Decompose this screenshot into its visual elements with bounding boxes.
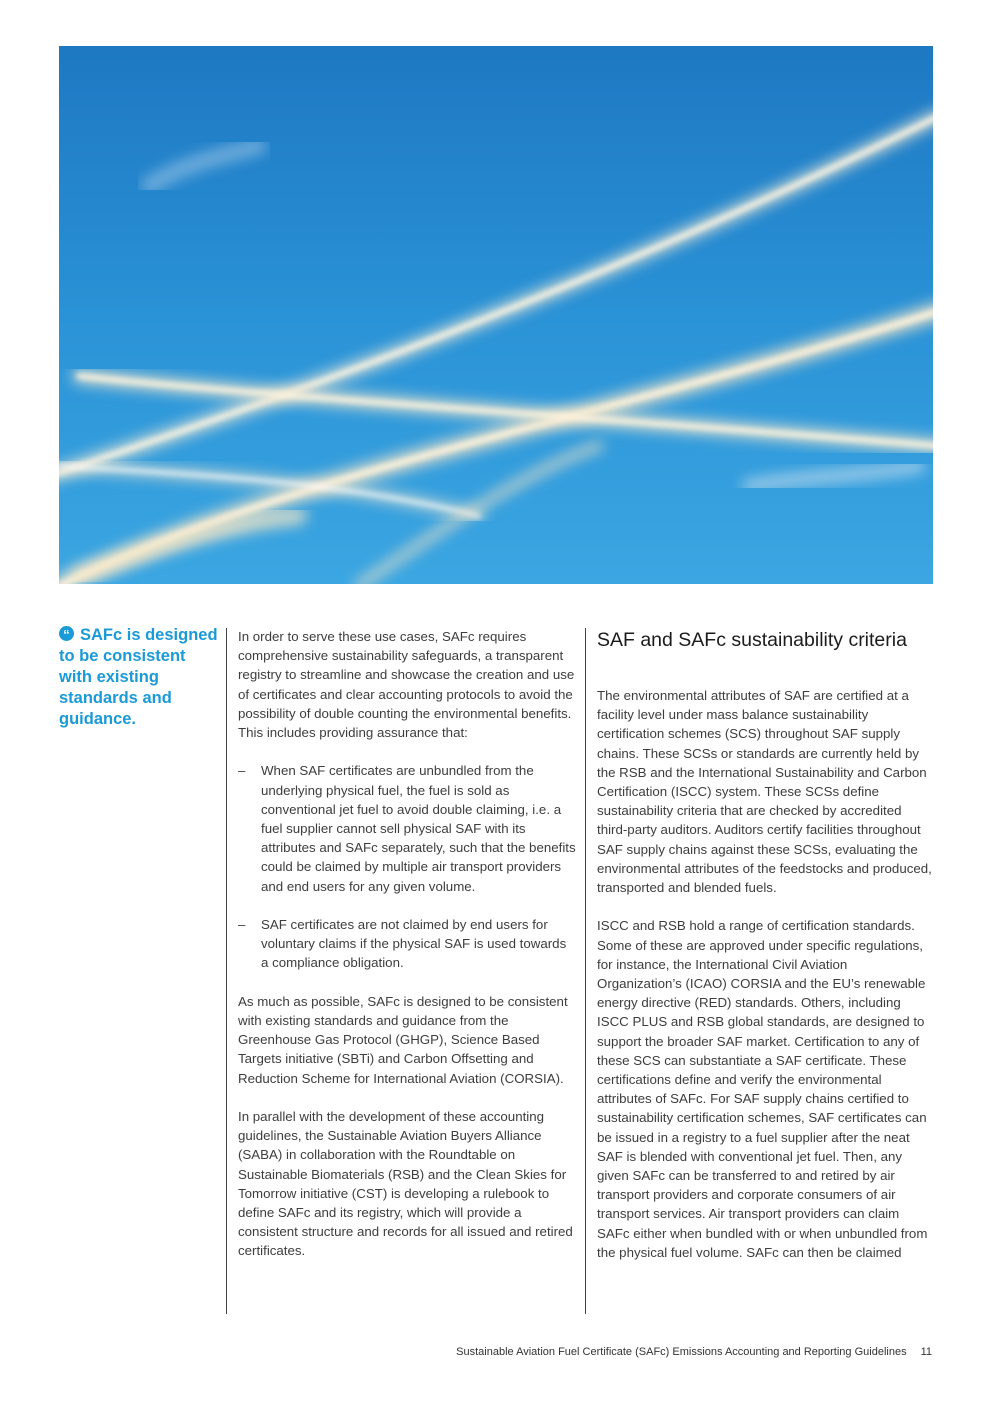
certification-paragraph: The environmental attributes of SAF are certified at a facility level under mass balance sustainability certification schemes (SCS) throughout SAF supply chains. These SCSs or standards are currently held by the RSB and the International Sustainability and Carbon Certification (ISCC) system. These SCSs define sustainability criteria that are checked by accredited third-party auditors. Auditors certify facilities throughout SAF supply chains against these SCSs, evaluating the environmental attributes of the feedstocks and produced, transported and blended fuels. bbox=[597, 688, 932, 896]
section-heading: SAF and SAFc sustainability criteria bbox=[597, 629, 907, 651]
column-divider-right bbox=[585, 628, 586, 1314]
assurance-list bbox=[238, 761, 576, 972]
pull-quote bbox=[59, 625, 219, 730]
intro-paragraph: In order to serve these use cases, SAFc requires comprehensive sustainability safeguards, a transparent registry to streamline and showcase the creation and use of certificates and clear accounting protocols to avoid the possibility of double counting the environmental benefits. This includes providing assurance that: bbox=[238, 629, 575, 741]
hero-image bbox=[59, 46, 933, 584]
column-divider-left bbox=[226, 628, 227, 1314]
bullet-dash: – bbox=[238, 763, 246, 779]
contrail-sky-illustration bbox=[59, 46, 933, 584]
middle-column bbox=[238, 627, 576, 1280]
quote-icon: “ bbox=[59, 626, 74, 641]
list-item bbox=[238, 761, 576, 895]
standards-range-paragraph: ISCC and RSB hold a range of certification standards. Some of these are approved under specific regulations, for instance, the International Civil Aviation Organization’s (ICAO) CORSIA and the EU’s renewable energy directive (RED) standards. Others, including ISCC PLUS and RSB global standards, are designed to support the broader SAF market. Certification to any of these SCS can substantiate a SAF certificate. These certifications define and verify the environmental attributes of SAFc. For SAF supply chains certified to sustainability certification schemes, SAF certificates can be issued in a registry to a fuel supplier after the neat SAF is blended with conventional jet fuel. Then, any given SAFc can be transferred to and retired by air transport providers and corporate consumers of air transport services. Air transport providers can claim SAFc either when bundled with or when unbundled from the physical fuel volume. SAFc can then be claimed bbox=[597, 918, 928, 1260]
page-number: 11 bbox=[920, 1346, 932, 1358]
rulebook-paragraph: In parallel with the development of these accounting guidelines, the Sustainable Aviation Buyers Alliance (SABA) in collaboration with the Roundtable on Sustainable Biomaterials (RSB) and the Clean Skies for Tomorrow initiative (CST) is developing a rulebook to define SAFc and its registry, which will provide a consistent structure and records for all issued and retired certificates. bbox=[238, 1109, 573, 1259]
list-item bbox=[238, 915, 576, 973]
bullet-dash: – bbox=[238, 917, 246, 933]
page-footer bbox=[370, 1346, 932, 1358]
pull-quote-text: SAFc is designed to be consistent with existing standards and guidance. bbox=[59, 626, 218, 728]
standards-paragraph: As much as possible, SAFc is designed to be consistent with existing standards and guidance from the Greenhouse Gas Protocol (GHGP), Science Based Targets initiative (SBTi) and Carbon Offsetting and Reduction Scheme for International Aviation (CORSIA). bbox=[238, 993, 568, 1086]
footer-title: Sustainable Aviation Fuel Certificate (SAFc) Emissions Accounting and Reporting Guidelines bbox=[456, 1346, 907, 1358]
list-item-text: SAF certificates are not claimed by end users for voluntary claims if the physical SAF is used towards a compliance obligation. bbox=[261, 917, 567, 971]
right-column bbox=[597, 627, 935, 1281]
list-item-text: When SAF certificates are unbundled from the underlying physical fuel, the fuel is sold as conventional jet fuel to avoid double claiming, i.e. a fuel supplier cannot sell physical SAF with its attributes and SAFc separately, such that the benefits could be claimed by multiple air transport providers and end users for any given volume. bbox=[261, 763, 576, 894]
